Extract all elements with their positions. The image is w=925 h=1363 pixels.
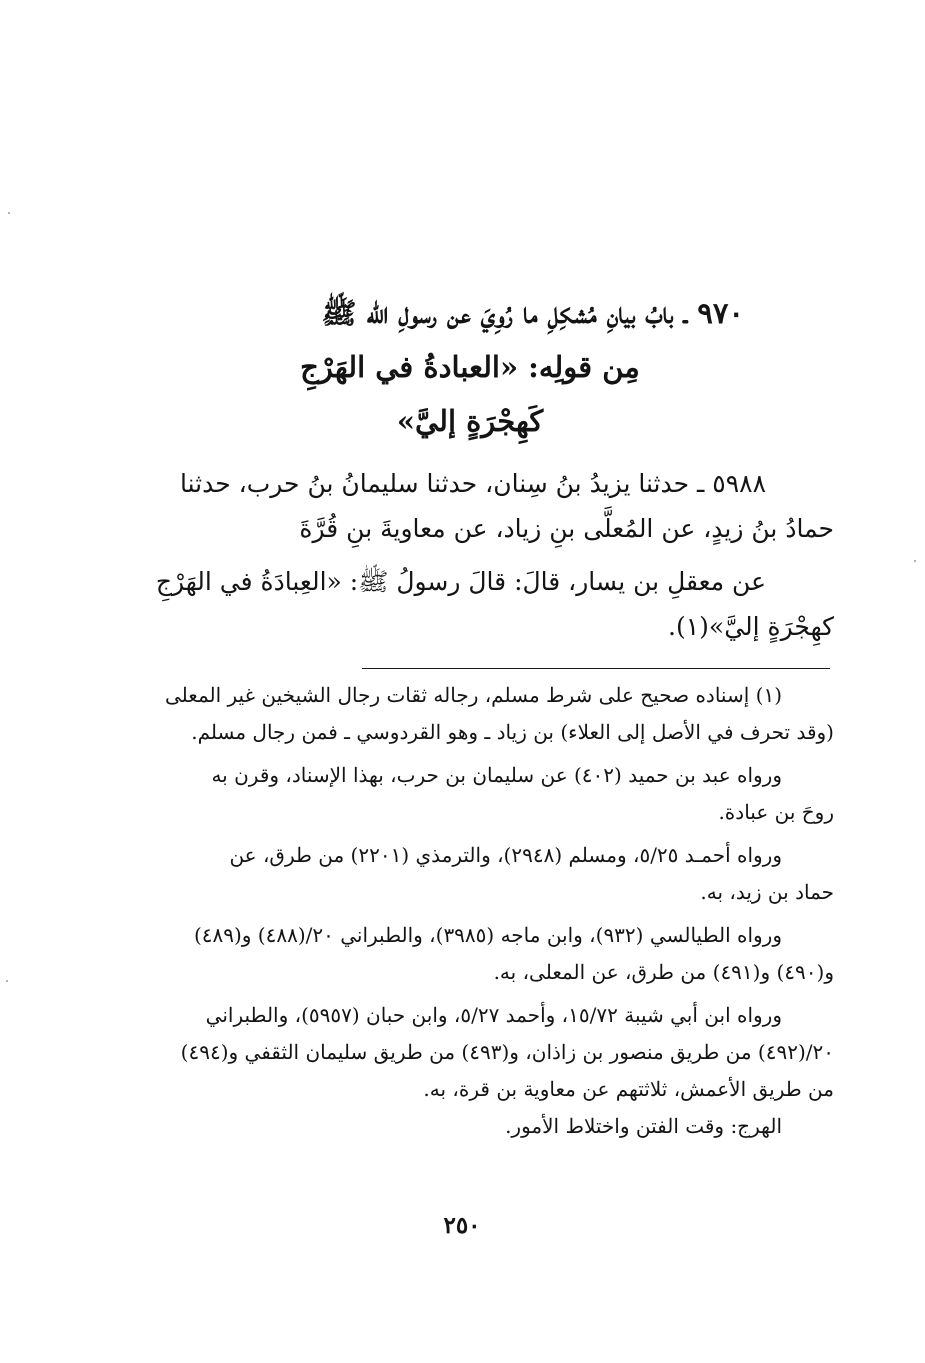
- footnote-line-10: ٢٠/(٤٩٢) من طريق منصور بن زاذان، و(٤٩٣) من طريق سليمان الثقفي و(٤٩٤): [180, 1040, 834, 1064]
- hadith-line-1: ٥٩٨٨ ـ حدثنا يزيدُ بنُ سِنان، حدثنا سليمانُ بنُ حرب، حدثنا: [180, 469, 766, 498]
- footnote-line-6: حماد بن زيد، به.: [700, 880, 834, 904]
- chapter-heading-line-3: كَهِجْرَةٍ إليَّ»: [396, 404, 544, 438]
- hadith-line-2: حمادُ بنُ زيدٍ، عن المُعلَّى بنِ زياد، عن معاويةَ بنِ قُرَّةَ: [299, 514, 834, 543]
- footnote-line-1: (١) إسناده صحيح على شرط مسلم، رجاله ثقات رجال الشيخين غير المعلى: [165, 683, 782, 707]
- scan-speck: [914, 560, 916, 562]
- scan-speck: [8, 212, 10, 214]
- hadith-line-3: عن معقلِ بن يسار، قالَ: قالَ رسولُ ﷺ: «العِبادَةُ في الهَرْجِ: [155, 567, 766, 596]
- chapter-heading-line-2: مِن قولِه: «العبادةُ في الهَرْجِ: [300, 350, 640, 384]
- footnote-line-7: ورواه الطيالسي (٩٣٢)، وابن ماجه (٣٩٨٥)، والطبراني ٢٠/(٤٨٨) و(٤٨٩): [193, 923, 782, 947]
- footnote-line-3: ورواه عبد بن حميد (٤٠٢) عن سليمان بن حرب، بهذا الإسناد، وقرن به: [211, 763, 782, 787]
- footnote-line-8: و(٤٩٠) و(٤٩١) من طرق، عن المعلى، به.: [493, 960, 834, 984]
- footnote-line-12: الهرج: وقت الفتن واختلاط الأمور.: [505, 1114, 782, 1138]
- chapter-heading-line-1: ٩٧٠ ـ بابُ بيانِ مُشكِلِ ما رُوِيَ عن رسولِ الله ﷺ: [321, 296, 744, 330]
- footnote-line-2: (وقد تحرف في الأصل إلى العلاء) بن زياد ـ وهو القردوسي ـ فمن رجال مسلم.: [191, 720, 834, 744]
- footnote-line-11: من طريق الأعمش، ثلاثتهم عن معاوية بن قرة، به.: [423, 1077, 834, 1101]
- footnote-line-9: ورواه ابن أبي شيبة ١٥/٧٢، وأحمد ٥/٢٧، وابن حبان (٥٩٥٧)، والطبراني: [205, 1003, 782, 1027]
- footnote-line-4: روحَ بن عبادة.: [718, 800, 834, 824]
- footnote-divider: [362, 668, 830, 669]
- chapter-heading: [100, 286, 840, 448]
- footnote-line-5: ورواه أحمـد ٥/٢٥، ومسلم (٢٩٤٨)، والترمذي (٢٢٠١) من طرق، عن: [229, 843, 782, 867]
- page-number: ٢٥٠: [443, 1212, 481, 1239]
- scan-speck: [6, 980, 8, 982]
- hadith-text: [108, 461, 834, 649]
- hadith-line-4: كهِجْرَةٍ إليَّ»(١).: [668, 612, 834, 641]
- footnotes: [108, 677, 834, 1145]
